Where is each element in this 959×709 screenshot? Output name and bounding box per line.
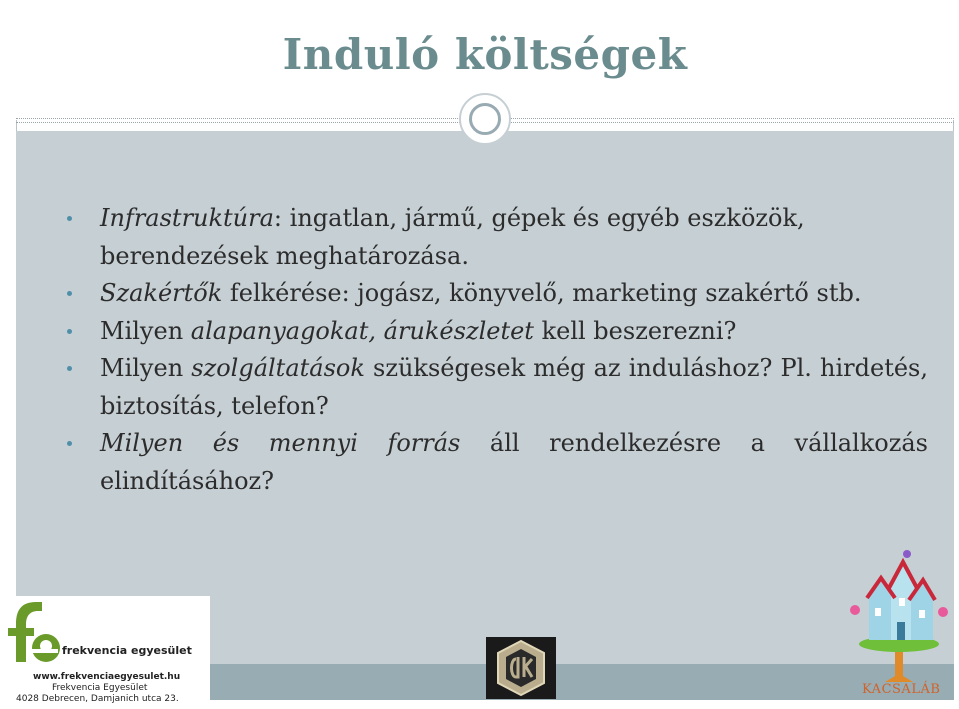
bullet-emphasis: alapanyagokat, árukészletet [190,316,534,345]
bullet-emphasis: Infrastruktúra [100,204,274,232]
bullet-item-materials [62,313,928,351]
bullet-text: kell beszerezni? [533,316,737,345]
bullet-text: felkérése: jogász, könyvelő, marketing szakértő stb. [222,279,862,307]
ring-ornament-icon [459,93,511,145]
bullet-dot-icon [67,366,72,371]
kacsalab-label: KACSALÁB [862,682,941,697]
dk-logo-icon [486,637,556,699]
slide-title: Induló költségek [282,30,688,79]
bullet-prefix: Milyen [100,354,192,382]
kacsalab-castle-logo-icon [847,548,951,682]
bullet-text: áll rendelkezésre a vállalkozás elindításához? [100,429,928,495]
bullet-prefix: Milyen [100,316,191,345]
frekvencia-logo-box [0,596,210,709]
frekvencia-website: www.frekvenciaegyesulet.hu [33,672,181,682]
bullet-dot-icon [67,329,72,334]
frekvencia-name: frekvencia egyesület [62,644,192,657]
bullet-dot-icon [67,216,72,221]
frekvencia-address: 4028 Debrecen, Damjanich utca 23. [16,694,179,704]
bullet-item-experts [62,275,928,313]
bullet-item-services [62,350,928,425]
bullet-emphasis: szolgáltatások [191,354,365,382]
bullet-text: : ingatlan, jármű, gépek és egyéb eszközök, berendezések meghatározása. [100,204,805,270]
ring-ornament-inner [469,103,501,135]
bullet-item-funding [62,425,928,500]
bullet-dot-icon [67,291,72,296]
bullet-dot-icon [67,441,72,446]
frekvencia-fe-logo-icon [2,598,64,670]
bullet-emphasis: Szakértők [100,279,223,307]
bullet-item-infrastructure [62,200,928,275]
bullet-emphasis: Milyen és mennyi forrás [100,429,461,457]
bullet-list [62,200,928,500]
frekvencia-organization: Frekvencia Egyesület [52,683,148,693]
bullet-text: szükségesek még az induláshoz? Pl. hirdetés, biztosítás, telefon? [100,354,928,420]
